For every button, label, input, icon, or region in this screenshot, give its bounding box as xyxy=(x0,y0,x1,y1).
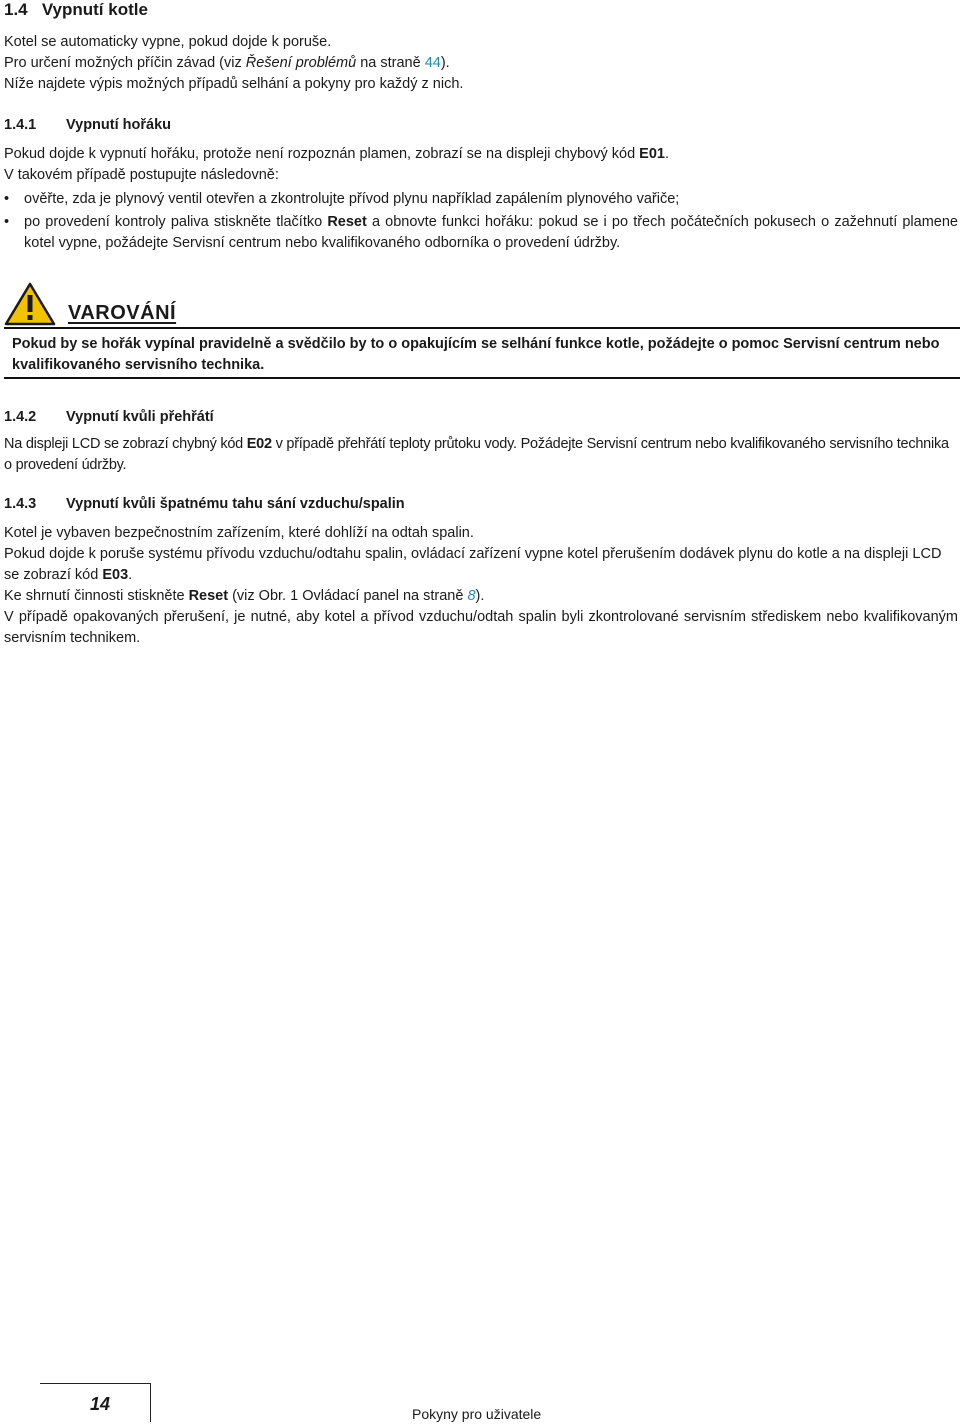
warning-title: VAROVÁNÍ xyxy=(68,302,177,324)
reset-keyword: Reset xyxy=(327,214,367,230)
error-code: E02 xyxy=(246,436,272,452)
bullet-icon: • xyxy=(4,191,10,207)
sub2-paragraph: Na displeji LCD se zobrazí chybný kód E02 v případě přehřátí teploty průtoku vody. Požádejte Servisní centrum nebo kvalifikovaného servisního technika o provedení údržby. xyxy=(4,436,949,473)
sub3-line-1: Kotel je vybaven bezpečnostním zařízením, které dohlíží na odtah spalin. xyxy=(4,525,474,541)
bullet-item: • ověřte, zda je plynový ventil otevřen a zkontrolujte přívod plynu například zapálením plynového vařiče; xyxy=(24,189,958,210)
subsection-heading-3 xyxy=(4,496,405,512)
section-number: 1.4 xyxy=(4,0,28,19)
section-heading xyxy=(4,0,148,20)
error-code: E01 xyxy=(639,146,665,162)
subsection-number: 1.4.3 xyxy=(4,496,37,512)
page-number: 14 xyxy=(90,1394,111,1414)
sub3-paragraph-4: V případě opakovaných přerušení, je nutné, aby kotel a přívod vzduchu/odtah spalin byli zkontrolované servisním střediskem nebo kvalifikovaným servisním technikem. xyxy=(4,609,958,646)
sub3-paragraph-2: Pokud dojde k poruše systému přívodu vzduchu/odtahu spalin, ovládací zařízení vypne kotel přerušením dodávek plynu do kotle a na displeji LCD se zobrazí kód E03. xyxy=(4,546,942,583)
subsection-heading-2 xyxy=(4,409,214,425)
subsection-title: Vypnutí kvůli špatnému tahu sání vzduchu/spalin xyxy=(66,496,405,512)
warning-top-rule xyxy=(4,327,960,329)
page-link-8[interactable]: 8 xyxy=(467,588,476,604)
warning-text: Pokud by se hořák vypínal pravidelně a svědčilo by to o opakujícím se selhání funkce kotle, požádejte o pomoc Servisní centrum nebo kvalifikovaného servisního technika. xyxy=(12,336,940,373)
intro-line-1: Kotel se automaticky vypne, pokud dojde k poruše. xyxy=(4,34,332,50)
page-link-44[interactable]: 44 xyxy=(424,55,441,71)
subsection-heading-1 xyxy=(4,117,171,133)
sub1-line-2: V takovém případě postupujte následovně: xyxy=(4,167,279,183)
error-code: E03 xyxy=(102,567,129,583)
reset-keyword: Reset xyxy=(188,588,229,604)
section-title: Vypnutí kotle xyxy=(41,0,148,19)
subsection-title: Vypnutí kvůli přehřátí xyxy=(66,409,214,425)
footer-title: Pokyny pro uživatele xyxy=(412,1406,542,1422)
warning-bottom-rule xyxy=(4,377,960,379)
intro-line-2: Pro určení možných příčin závad (viz Řešení problémů na straně 44). xyxy=(4,55,450,71)
sub1-paragraph: Pokud dojde k vypnutí hořáku, protože není rozpoznán plamen, zobrazí se na displeji chybový kód E01. xyxy=(4,146,670,162)
bullet-icon: • xyxy=(4,214,10,230)
cross-reference: Řešení problémů xyxy=(245,55,357,71)
warning-triangle-icon xyxy=(4,282,56,326)
subsection-number: 1.4.1 xyxy=(4,117,37,133)
subsection-number: 1.4.2 xyxy=(4,409,37,425)
sub3-line-3: Ke shrnutí činnosti stiskněte Reset (viz Obr. 1 Ovládací panel na straně 8). xyxy=(4,588,485,604)
intro-line-3: Níže najdete výpis možných případů selhání a pokyny pro každý z nich. xyxy=(4,76,464,92)
subsection-title: Vypnutí hořáku xyxy=(66,117,171,133)
bullet-item: • po provedení kontroly paliva stiskněte tlačítko Reset a obnovte funkci hořáku: pokud se i po třech počátečních pokusech o zažehnutí plamene kotel vypne, požádejte Servisní centrum nebo kvalifikovaného odborníka o provedení údržby. xyxy=(4,214,958,251)
